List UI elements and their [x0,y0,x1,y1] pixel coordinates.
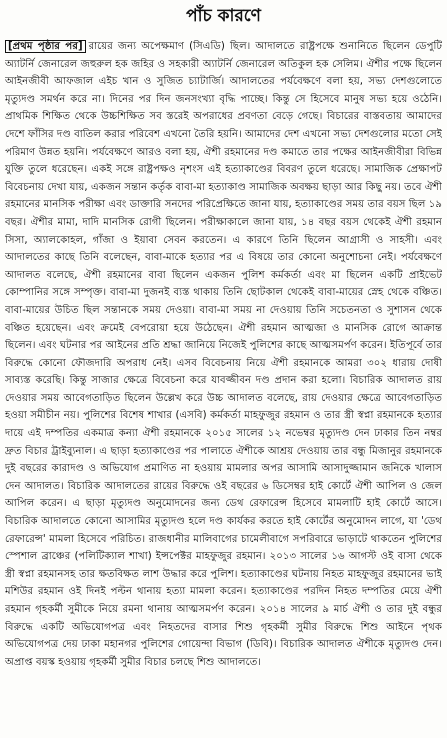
paragraph-text: রায়ের জন্য অপেক্ষমাণ (সিএডি) ছিল। আদালতে রাষ্ট্রপক্ষে শুনানিতে ছিলেন ডেপুটি অ্যাটর্নি জেনারেল জহুরুল হক জহির ও সহকারী অ্যাটর্নি জেনারেল অতিকুল হক সেলিম। ঐশীর পক্ষে ছিলেন আইনজীবী আফজাল এইচ খান ও সুজিত চ্যাটার্জি। আদালতের পর্যবেক্ষণে বলা হয়, সভ্য দেশগুলোতে মৃত্যুদণ্ড সমর্থন করে না। দিনের পর দিন জনসংখ্যা বৃদ্ধি পাচ্ছে। কিন্তু সে হিসেবে মানুষ সভ্য হয়ে ওঠেনি। প্রাথমিক শিক্ষিত থেকে উচ্চশিক্ষিত সব স্তরেই অপরাধের প্রবণতা বেড়ে গেছে। বিচারের বাস্তবতায় আমাদের দেশে ফাঁসির দণ্ড বাতিল করার পরিবেশ এখনো তৈরি হয়নি। আমাদের দেশ এখনো সভ্য দেশগুলোর মতো সেই পরিমাণ উন্নত হয়নি। পর্যবেক্ষণে আরও বলা হয়, ঐশী রহমানের দণ্ড কমাতে তার পক্ষের আইনজীবীরা বিভিন্ন যুক্তি তুলে ধরেছেন। একই সঙ্গে রাষ্ট্রপক্ষও নৃশংস এই হত্যাকাণ্ডের বিবরণ তুলে ধরেছে। সামাজিক প্রেক্ষাপট বিবেচনায় দেখা যায়, একজন সন্তান কর্তৃক বাবা-মা হত্যাকাণ্ড সামাজিক অবক্ষয় ছাড়া আর কিছু নয়। তবে ঐশী রহমানের মানসিক পরীক্ষা এবং ডাক্তারি সনদের পরিপ্রেক্ষিতে জানা যায়, হত্যাকাণ্ডের সময় তার বয়স ছিল ১৯ বছর। ঐশীর মামা, দাদি মানসিক রোগী ছিলেন। পরীক্ষাকালে জানা যায়, ১৪ বছর বয়স থেকেই ঐশী রহমান সিসা, অ্যালকোহল, গাঁজা ও ইয়াবা সেবন করতেন। এ কারণে তিনি ছিলেন আগ্রাসী ও সাহসী। এবং আদালতের কাছে তিনি বলেছেন, বাবা-মাকে হত্যার পর এ বিষয়ে তার কোনো অনুশোচনা নেই। পর্যবেক্ষণে আদালত বলেছে, ঐশী রহমানের বাবা ছিলেন একজন পুলিশ কর্মকর্তা এবং মা ছিলেন একটি প্রাইভেট কোম্পানির সঙ্গে সম্পৃক্ত। বাবা-মা দুজনই ব্যস্ত থাকায় তিনি ছোটকাল থেকেই বাবা-মায়ের স্নেহ থেকে বঞ্চিত। বাবা-মায়ের উচিত ছিল সন্তানকে সময় দেওয়া। বাবা-মা সময় না দেওয়ায় তিনি সচেতনতা ও সুশাসন থেকে বঞ্চিত হয়েছেন। এবং ক্রমেই বেপরোয়া হয়ে উঠেছেন। ঐশী রহমান আত্মজা ও মানসিক রোগে আক্রান্ত ছিলেন। এবং ঘটনার পর আইনের প্রতি শ্রদ্ধা জানিয়ে নিজেই পুলিশের কাছে আত্মসমর্পণ করেন। ইতিপূর্বে তার বিরুদ্ধে কোনো ফৌজদারি অপরাধ নেই। এসব বিবেচনায় নিয়ে ঐশী রহমানকে আমরা ৩০২ ধারায় দোষী সাব্যস্ত করেছি। কিন্তু সাজার ক্ষেত্রে বিবেচনা করে যাবজ্জীবন দণ্ড প্রদান করা হলো। বিচারিক আদালত রায় দেওয়ার সময় আবেগতাড়িত ছিলেন উল্লেখ করে উচ্চ আদালত বলেছে, রায় দেওয়ার ক্ষেত্রে আবেগতাড়িত হওয়া সমীচীন নয়। পুলিশের বিশেষ শাখার (এসবি) কর্মকর্তা মাহফুজুর রহমান ও তার স্ত্রী স্বপ্না রহমানকে হত্যার দায়ে এই দম্পতির একমাত্র কন্যা ঐশী রহমানকে ২০১৫ সালের ১২ নভেম্বর মৃত্যুদণ্ড দেন ঢাকার তিন নম্বর দ্রুত বিচার ট্রাইব্যুনাল। এ ছাড়া হত্যাকাণ্ডের পর পালাতে ঐশীকে আশ্রয় দেওয়ায় তার বন্ধু মিজানুর রহমানকে দুই বছরের কারাদণ্ড ও অভিযোগ প্রমাণিত না হওয়ায় মামলার অপর আসামি আসাদুজ্জামান জনিকে খালাস দেন আদালত। বিচারিক আদালতের রায়ের বিরুদ্ধে ওই বছরের ৬ ডিসেম্বর হাই কোর্টে ঐশী আপিল ও জেল আপিল করেন। এ ছাড়া মৃত্যুদণ্ড অনুমোদনের জন্য ডেথ রেফারেন্স হিসেবে মামলাটি হাই কোর্টে আসে। বিচারিক আদালতে কোনো আসামির মৃত্যুদণ্ড হলে দণ্ড কার্যকর করতে হাই কোর্টের অনুমোদন লাগে, যা 'ডেথ রেফারেন্স' মামলা হিসেবে পরিচিত। রাজধানীর মালিবাগের চামেলীবাগে সপরিবারে ভাড়াটে থাকতেন পুলিশের স্পেশাল ব্রাঞ্চের (পলিটিক্যাল শাখা) ইন্সপেক্টর মাহফুজুর রহমান। ২০১৩ সালের ১৬ আগস্ট ওই বাসা থেকে স্ত্রী স্বপ্না রহমানসহ তার ক্ষতবিক্ষত লাশ উদ্ধার করে পুলিশ। হত্যাকাণ্ডের ঘটনায় নিহত মাহফুজুর রহমানের ভাই মশিউর রহমান ওই দিনই পল্টন থানায় হত্যা মামলা করেন। হত্যাকাণ্ডের পরদিন নিহত দম্পতির মেয়ে ঐশী রহমান গৃহকর্মী সুমীকে নিয়ে রমনা থানায় আত্মসমর্পণ করেন। ২০১৪ সালের ৯ মার্চ ঐশী ও তার দুই বন্ধুর বিরুদ্ধে একটি অভিযোগপত্র এবং নিহতদের বাসার শিশু গৃহকর্মী সুমীর বিরুদ্ধে শিশু আইনে পৃথক অভিযোগপত্র দেয় ঢাকা মহানগর পুলিশের গোয়েন্দা বিভাগ (ডিবি)। বিচারিক আদালত ঐশীকে মৃত্যুদণ্ড দেন। অপ্রাপ্ত বয়স্ক হওয়ায় গৃহকর্মী সুমীর বিচার চলছে শিশু আদালতে। [5,41,442,668]
continued-from-front-page-tag: [প্রথম পৃষ্ঠার পর] [5,40,86,53]
article-body [5,38,442,734]
headline: পাঁচ কারণে [186,6,261,26]
article-paragraph [5,38,442,671]
